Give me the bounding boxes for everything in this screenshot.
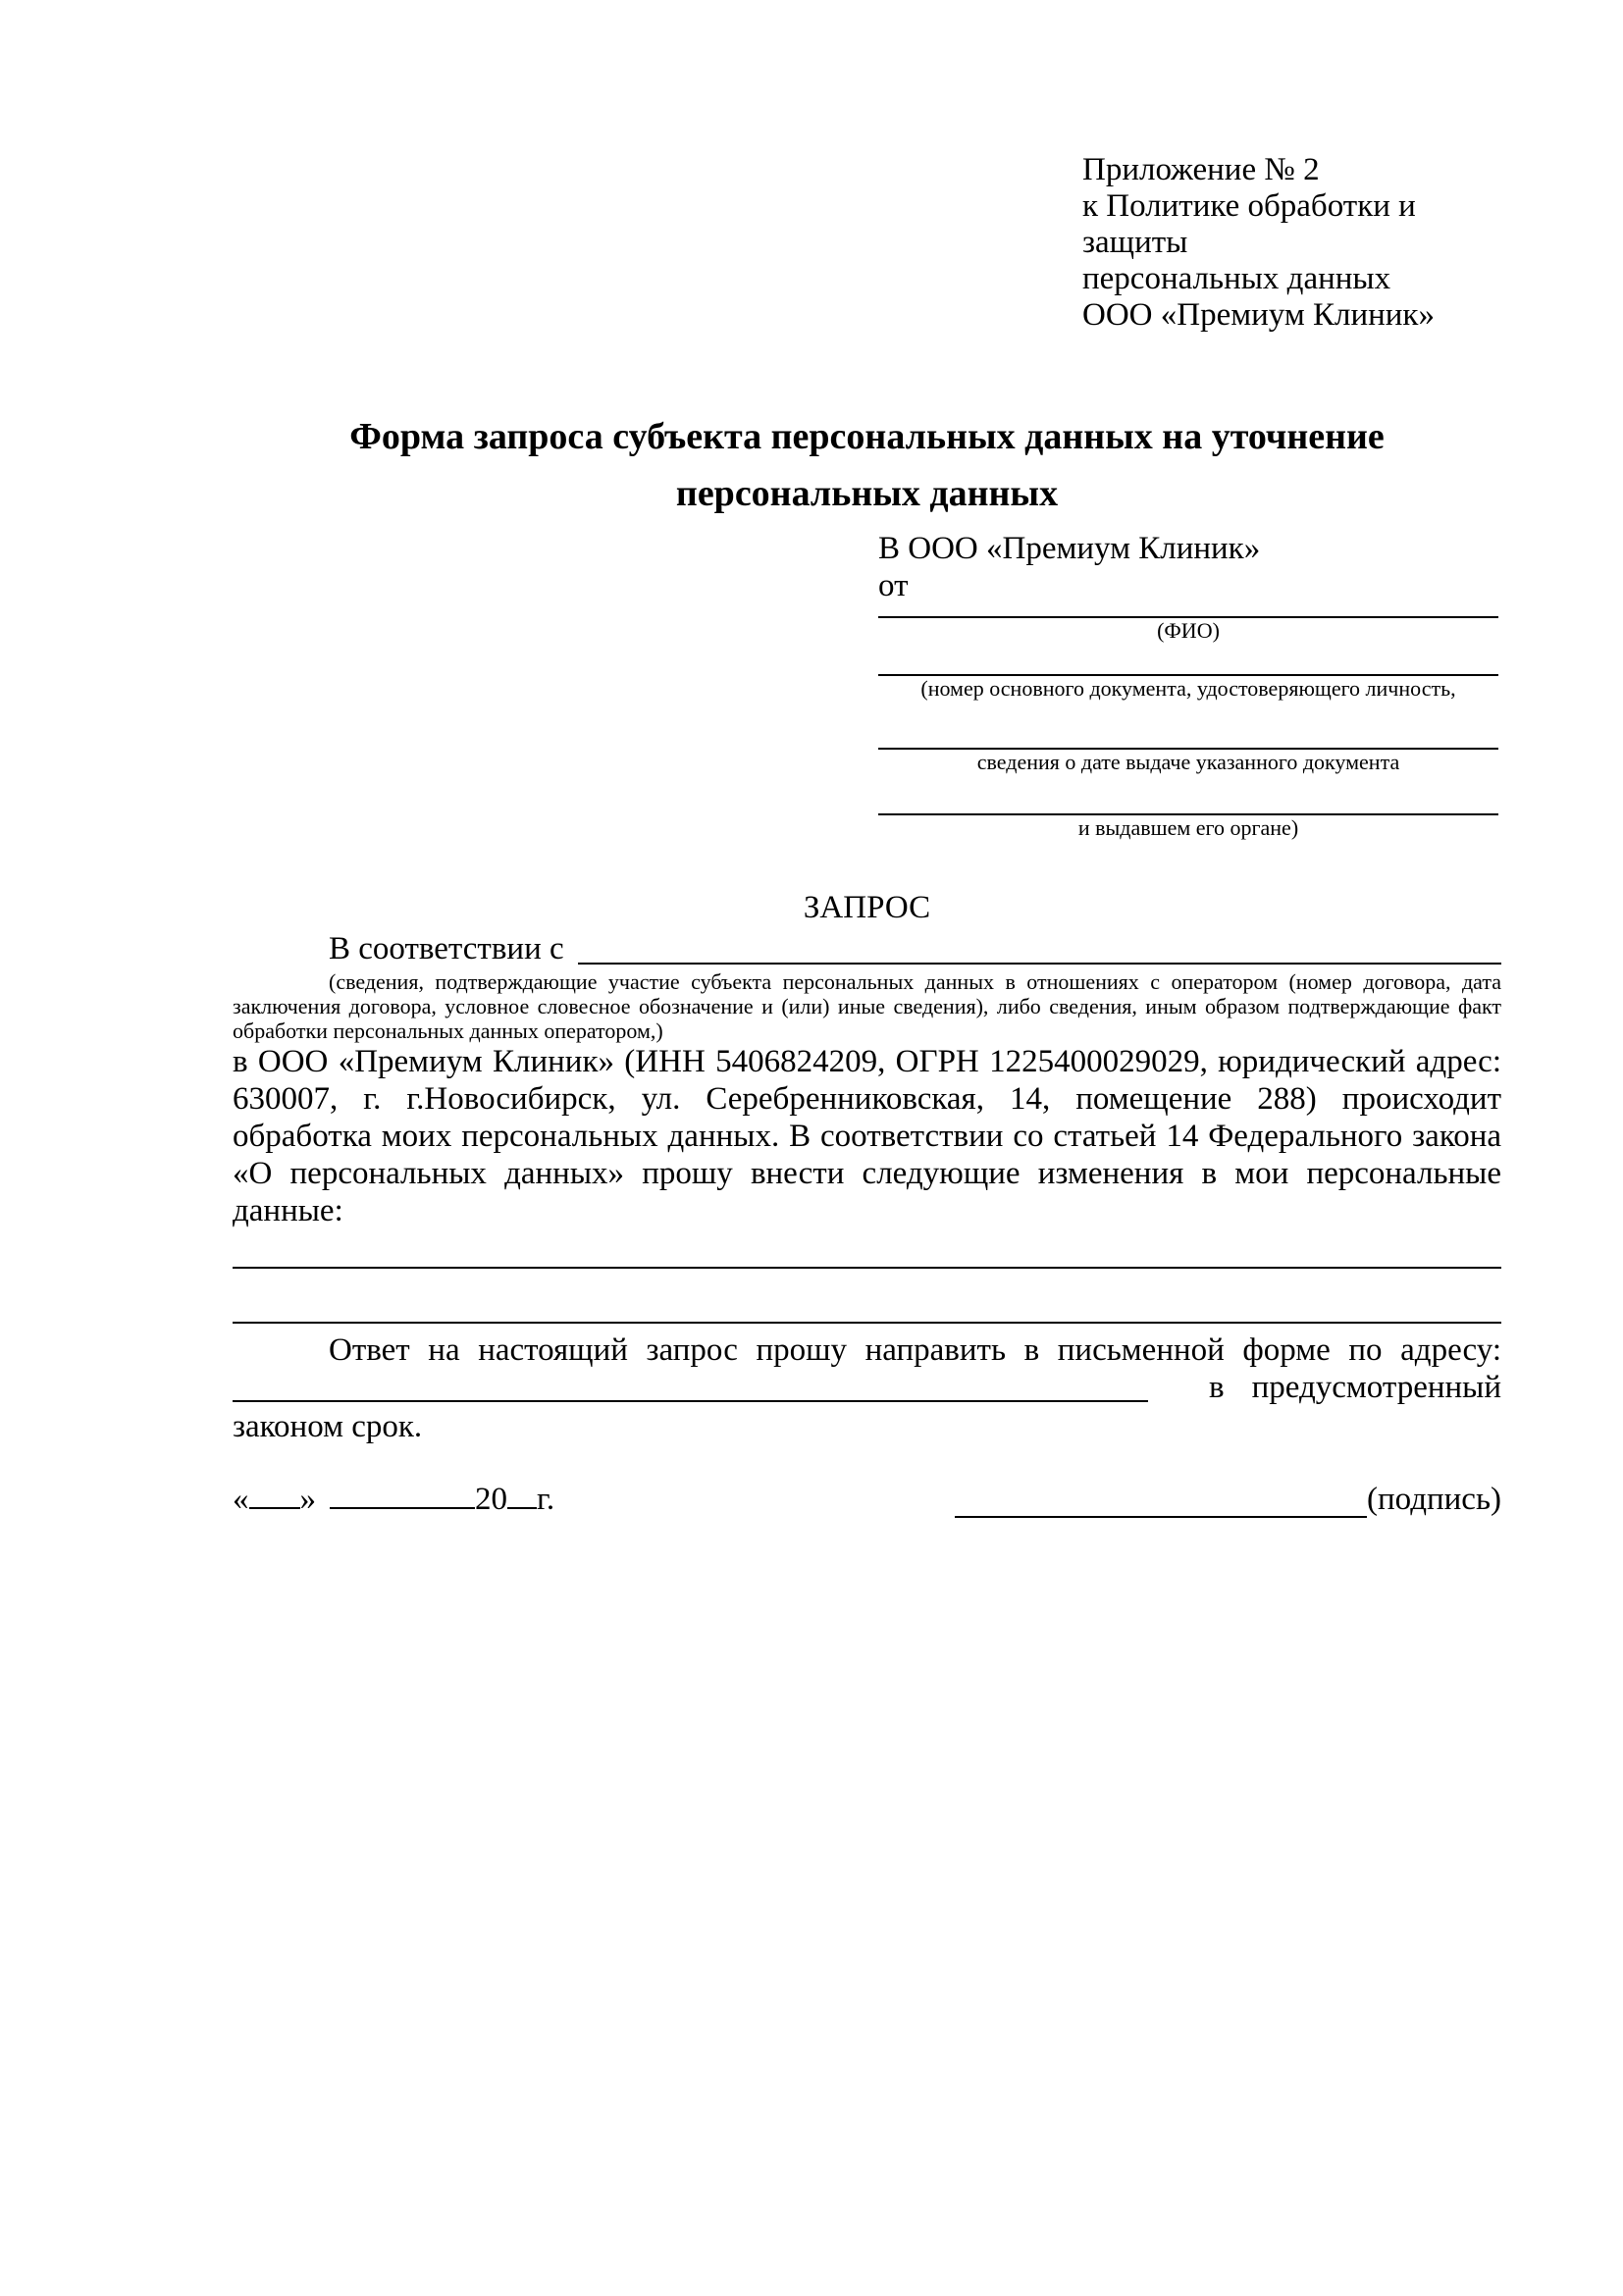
document-issuer-caption: и выдавшем его органе)	[1077, 815, 1299, 840]
signature-caption: (подпись)	[1367, 1482, 1501, 1517]
appendix-header-line: Приложение № 2	[1082, 152, 1320, 187]
date-close-quote: »	[299, 1482, 316, 1517]
fio-blank-line	[878, 604, 1498, 618]
document-issuer-blank-line	[878, 774, 1498, 815]
month-blank-line	[330, 1482, 475, 1509]
accordance-prefix: В соответствии с	[329, 931, 564, 966]
document-number-blank-line	[878, 643, 1498, 676]
accordance-blank-line	[578, 930, 1501, 965]
answer-word-v: в	[1209, 1370, 1225, 1405]
addressee-block	[878, 530, 1498, 840]
basis-caption: (сведения, подтверждающие участие субъекта персональных данных в отношениях с оператором (номер договора, дата заключения договора, условное словесное обозначение и (или) иные сведения), либо сведения, иным образом подтверждающие факт обработки персональных данных оператором,)	[233, 969, 1501, 1043]
document-issue-date-blank-line	[878, 701, 1498, 750]
appendix-header	[1082, 152, 1501, 334]
fio-caption: (ФИО)	[1157, 618, 1220, 643]
appendix-header-line: к Политике обработки и защиты	[1082, 188, 1416, 260]
appendix-header-line: персональных данных	[1082, 261, 1391, 296]
changes-blank-line-2	[233, 1269, 1501, 1324]
date-signature-row	[233, 1481, 1501, 1518]
request-heading: ЗАПРОС	[803, 890, 931, 925]
year-suffix: г.	[537, 1482, 555, 1517]
changes-blank-line-1	[233, 1229, 1501, 1269]
addressee-to-line: В ООО «Премиум Клиник»	[878, 531, 1261, 566]
signature-blank-line	[955, 1481, 1367, 1518]
address-blank-line	[233, 1369, 1148, 1402]
document-issue-date-caption: сведения о дате выдаче указанного документа	[976, 750, 1400, 774]
answer-word-predusmotrenny: предусмотренный	[1251, 1370, 1501, 1405]
answer-address-line	[233, 1369, 1501, 1408]
document-title: Форма запроса субъекта персональных данных на уточнение персональных данных	[349, 416, 1385, 514]
document-number-caption: (номер основного документа, удостоверяющего личность,	[920, 676, 1456, 701]
request-body-paragraph: в ООО «Премиум Клиник» (ИНН 5406824209, ОГРН 1225400029029, юридический адрес: 630007, г. г.Новосибирск, ул. Серебренниковская, 14, помещение 288) происходит обработка моих персональных данных. В соответствии со статьей 14 Федерального закона «О персональных данных» прошу внести следующие изменения в мои персональные данные:	[233, 1044, 1501, 1228]
appendix-header-line: ООО «Премиум Клиник»	[1082, 297, 1435, 333]
accordance-line	[233, 930, 1501, 969]
day-blank-line	[249, 1482, 300, 1509]
date-open-quote: «	[233, 1482, 249, 1517]
answer-paragraph-line3: законом срок.	[233, 1409, 423, 1444]
date-part	[233, 1481, 554, 1518]
signature-part	[955, 1481, 1501, 1518]
answer-paragraph-line1: Ответ на настоящий запрос прошу направить в письменной форме по адресу:	[329, 1332, 1501, 1368]
year-blank-line	[507, 1482, 537, 1509]
year-prefix: 20	[475, 1482, 507, 1517]
addressee-from-label: от	[878, 568, 909, 603]
